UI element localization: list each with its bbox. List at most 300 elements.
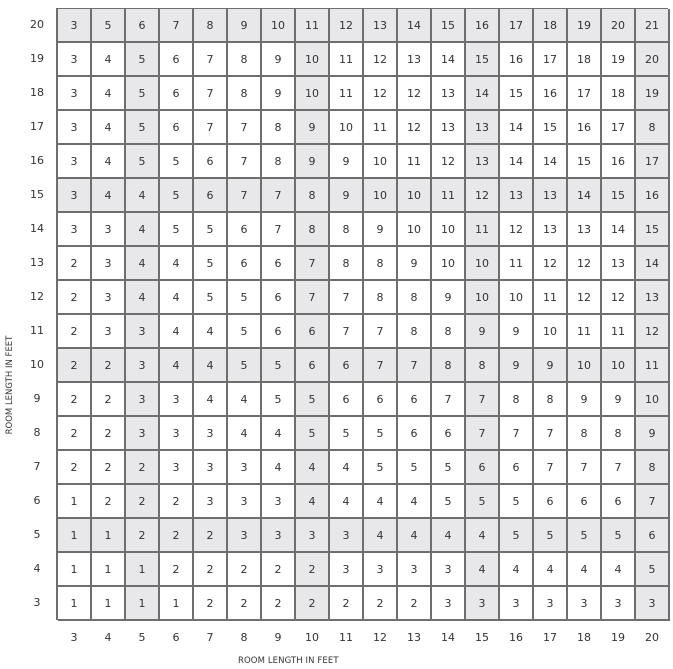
table-cell: 6 — [262, 315, 296, 349]
table-cell: 6 — [194, 145, 228, 179]
x-tick-label: 5 — [138, 631, 146, 644]
table-cell: 5 — [500, 485, 534, 519]
table-cell: 2 — [296, 587, 330, 621]
table-cell: 3 — [636, 587, 670, 621]
table-cell: 2 — [58, 281, 92, 315]
table-cell: 5 — [534, 519, 568, 553]
y-tick-label: 10 — [30, 358, 44, 371]
table-cell: 3 — [330, 553, 364, 587]
table-cell: 16 — [500, 43, 534, 77]
table-cell: 2 — [92, 417, 126, 451]
table-cell: 7 — [194, 43, 228, 77]
table-cell: 6 — [364, 383, 398, 417]
table-cell: 3 — [58, 145, 92, 179]
table-cell: 10 — [432, 213, 466, 247]
y-tick-label: 14 — [30, 222, 44, 235]
table-cell: 9 — [500, 349, 534, 383]
table-cell: 18 — [602, 77, 636, 111]
table-cell: 6 — [228, 213, 262, 247]
table-cell: 10 — [568, 349, 602, 383]
table-cell: 10 — [432, 247, 466, 281]
x-tick-label: 10 — [305, 631, 319, 644]
table-cell: 7 — [534, 417, 568, 451]
table-cell: 8 — [296, 179, 330, 213]
table-cell: 7 — [262, 179, 296, 213]
table-cell: 1 — [58, 587, 92, 621]
table-cell: 7 — [602, 451, 636, 485]
table-cell: 10 — [636, 383, 670, 417]
table-cell: 4 — [126, 281, 160, 315]
table-cell: 10 — [398, 179, 432, 213]
table-cell: 5 — [296, 383, 330, 417]
table-cell: 13 — [500, 179, 534, 213]
y-tick-label: 12 — [30, 290, 44, 303]
table-cell: 13 — [568, 213, 602, 247]
table-cell: 2 — [58, 417, 92, 451]
table-cell: 2 — [364, 587, 398, 621]
table-cell: 9 — [330, 179, 364, 213]
table-cell: 4 — [330, 451, 364, 485]
table-cell: 11 — [534, 281, 568, 315]
table-cell: 5 — [126, 43, 160, 77]
table-cell: 12 — [568, 281, 602, 315]
table-cell: 16 — [466, 9, 500, 43]
table-cell: 2 — [160, 553, 194, 587]
table-cell: 14 — [466, 77, 500, 111]
table-cell: 2 — [228, 553, 262, 587]
table-cell: 8 — [432, 349, 466, 383]
table-cell: 12 — [432, 145, 466, 179]
table-cell: 15 — [568, 145, 602, 179]
table-cell: 3 — [92, 281, 126, 315]
table-cell: 10 — [296, 43, 330, 77]
table-cell: 8 — [296, 213, 330, 247]
table-cell: 4 — [262, 451, 296, 485]
table-cell: 1 — [58, 519, 92, 553]
table-cell: 7 — [466, 417, 500, 451]
table-cell: 3 — [432, 587, 466, 621]
table-cell: 19 — [568, 9, 602, 43]
table-cell: 7 — [568, 451, 602, 485]
table-cell: 12 — [602, 281, 636, 315]
table-cell: 3 — [398, 553, 432, 587]
table-cell: 15 — [602, 179, 636, 213]
x-axis-title: ROOM LENGTH IN FEET — [238, 656, 339, 666]
table-cell: 3 — [126, 315, 160, 349]
table-cell: 2 — [58, 383, 92, 417]
table-cell: 10 — [466, 281, 500, 315]
table-cell: 2 — [160, 519, 194, 553]
table-cell: 6 — [228, 247, 262, 281]
table-cell: 3 — [262, 485, 296, 519]
table-cell: 4 — [92, 43, 126, 77]
y-axis-title: ROOM LENGTH IN FEET — [5, 335, 15, 435]
table-cell: 4 — [296, 451, 330, 485]
table-cell: 10 — [500, 281, 534, 315]
table-cell: 11 — [568, 315, 602, 349]
table-cell: 6 — [160, 111, 194, 145]
table-cell: 9 — [228, 9, 262, 43]
table-cell: 4 — [228, 417, 262, 451]
table-cell: 4 — [534, 553, 568, 587]
x-tick-label: 4 — [104, 631, 112, 644]
table-cell: 2 — [160, 485, 194, 519]
table-cell: 7 — [296, 281, 330, 315]
table-cell: 13 — [466, 111, 500, 145]
table-cell: 3 — [330, 519, 364, 553]
table-cell: 17 — [636, 145, 670, 179]
table-cell: 6 — [602, 485, 636, 519]
table-cell: 10 — [398, 213, 432, 247]
table-cell: 4 — [160, 349, 194, 383]
table-cell: 9 — [262, 77, 296, 111]
table-cell: 8 — [398, 315, 432, 349]
table-cell: 5 — [568, 519, 602, 553]
table-cell: 6 — [636, 519, 670, 553]
table-cell: 12 — [636, 315, 670, 349]
table-cell: 3 — [194, 417, 228, 451]
table-cell: 8 — [602, 417, 636, 451]
table-cell: 11 — [432, 179, 466, 213]
table-cell: 9 — [466, 315, 500, 349]
y-tick-label: 8 — [33, 426, 41, 439]
table-cell: 2 — [194, 519, 228, 553]
table-cell: 4 — [330, 485, 364, 519]
table-cell: 16 — [534, 77, 568, 111]
table-cell: 3 — [534, 587, 568, 621]
table-cell: 16 — [602, 145, 636, 179]
x-tick-label: 16 — [509, 631, 523, 644]
table-cell: 4 — [160, 247, 194, 281]
table-cell: 11 — [330, 43, 364, 77]
table-cell: 5 — [126, 145, 160, 179]
table-cell: 9 — [534, 349, 568, 383]
table-cell: 13 — [364, 9, 398, 43]
table-cell: 14 — [568, 179, 602, 213]
table-cell: 5 — [228, 315, 262, 349]
table-cell: 4 — [364, 519, 398, 553]
table-cell: 2 — [92, 485, 126, 519]
y-tick-label: 13 — [30, 256, 44, 269]
table-cell: 13 — [432, 77, 466, 111]
table-cell: 6 — [160, 77, 194, 111]
table-cell: 4 — [602, 553, 636, 587]
table-cell: 5 — [602, 519, 636, 553]
table-cell: 3 — [296, 519, 330, 553]
table-cell: 21 — [636, 9, 670, 43]
table-cell: 6 — [432, 417, 466, 451]
table-cell: 6 — [568, 485, 602, 519]
table-cell: 3 — [58, 43, 92, 77]
table-cell: 12 — [568, 247, 602, 281]
table-cell: 12 — [364, 77, 398, 111]
table-cell: 12 — [398, 111, 432, 145]
table-cell: 5 — [194, 213, 228, 247]
table-cell: 19 — [602, 43, 636, 77]
x-tick-label: 18 — [577, 631, 591, 644]
table-cell: 11 — [466, 213, 500, 247]
table-cell: 6 — [398, 383, 432, 417]
table-cell: 6 — [296, 315, 330, 349]
table-cell: 5 — [296, 417, 330, 451]
table-cell: 2 — [194, 553, 228, 587]
x-tick-label: 17 — [543, 631, 557, 644]
table-cell: 2 — [262, 587, 296, 621]
table-cell: 3 — [228, 451, 262, 485]
table-cell: 10 — [262, 9, 296, 43]
table-cell: 3 — [126, 349, 160, 383]
table-cell: 3 — [568, 587, 602, 621]
table-cell: 4 — [194, 383, 228, 417]
table-cell: 17 — [534, 43, 568, 77]
table-cell: 3 — [58, 213, 92, 247]
table-cell: 19 — [636, 77, 670, 111]
table-cell: 2 — [58, 247, 92, 281]
table-cell: 11 — [296, 9, 330, 43]
y-tick-label: 5 — [33, 528, 41, 541]
table-cell: 11 — [602, 315, 636, 349]
table-cell: 13 — [466, 145, 500, 179]
table-cell: 7 — [228, 179, 262, 213]
table-cell: 6 — [330, 349, 364, 383]
table-cell: 3 — [194, 485, 228, 519]
table-cell: 8 — [466, 349, 500, 383]
table-cell: 8 — [398, 281, 432, 315]
table-cell: 13 — [602, 247, 636, 281]
table-cell: 4 — [398, 485, 432, 519]
table-cell: 7 — [466, 383, 500, 417]
table-cell: 7 — [534, 451, 568, 485]
table-cell: 4 — [568, 553, 602, 587]
table-cell: 4 — [262, 417, 296, 451]
table-cell: 5 — [126, 77, 160, 111]
table-cell: 2 — [126, 519, 160, 553]
table-cell: 1 — [126, 553, 160, 587]
table-cell: 3 — [160, 451, 194, 485]
table-cell: 7 — [636, 485, 670, 519]
value-grid — [56, 8, 668, 620]
table-cell: 7 — [364, 349, 398, 383]
table-cell: 4 — [92, 111, 126, 145]
table-cell: 5 — [466, 485, 500, 519]
table-cell: 9 — [296, 111, 330, 145]
table-cell: 11 — [330, 77, 364, 111]
table-cell: 4 — [296, 485, 330, 519]
table-cell: 7 — [194, 111, 228, 145]
table-cell: 2 — [330, 587, 364, 621]
table-cell: 4 — [466, 553, 500, 587]
table-cell: 7 — [194, 77, 228, 111]
table-cell: 4 — [194, 315, 228, 349]
table-cell: 5 — [262, 349, 296, 383]
table-cell: 6 — [330, 383, 364, 417]
table-cell: 4 — [126, 247, 160, 281]
x-tick-label: 8 — [240, 631, 248, 644]
table-cell: 3 — [126, 383, 160, 417]
y-tick-label: 4 — [33, 562, 41, 575]
table-cell: 2 — [262, 553, 296, 587]
table-cell: 3 — [466, 587, 500, 621]
table-cell: 13 — [432, 111, 466, 145]
table-cell: 14 — [500, 111, 534, 145]
table-cell: 6 — [398, 417, 432, 451]
table-cell: 14 — [534, 145, 568, 179]
table-cell: 2 — [92, 383, 126, 417]
table-cell: 5 — [636, 553, 670, 587]
table-cell: 12 — [330, 9, 364, 43]
table-cell: 13 — [534, 213, 568, 247]
table-cell: 10 — [466, 247, 500, 281]
table-cell: 9 — [330, 145, 364, 179]
table-cell: 15 — [466, 43, 500, 77]
table-cell: 3 — [500, 587, 534, 621]
table-cell: 10 — [534, 315, 568, 349]
table-cell: 5 — [398, 451, 432, 485]
table-cell: 7 — [398, 349, 432, 383]
table-cell: 1 — [92, 587, 126, 621]
table-cell: 4 — [500, 553, 534, 587]
table-cell: 8 — [432, 315, 466, 349]
table-cell: 10 — [330, 111, 364, 145]
table-cell: 3 — [432, 553, 466, 587]
x-tick-label: 20 — [645, 631, 659, 644]
table-cell: 9 — [262, 43, 296, 77]
table-cell: 16 — [636, 179, 670, 213]
y-tick-label: 20 — [30, 18, 44, 31]
table-cell: 17 — [500, 9, 534, 43]
table-cell: 3 — [602, 587, 636, 621]
table-cell: 5 — [194, 247, 228, 281]
table-cell: 5 — [432, 485, 466, 519]
table-cell: 2 — [398, 587, 432, 621]
x-tick-label: 3 — [70, 631, 78, 644]
table-cell: 14 — [500, 145, 534, 179]
table-cell: 4 — [92, 145, 126, 179]
table-cell: 2 — [126, 451, 160, 485]
table-cell: 6 — [262, 247, 296, 281]
table-cell: 11 — [636, 349, 670, 383]
table-cell: 14 — [432, 43, 466, 77]
table-cell: 3 — [126, 417, 160, 451]
table-cell: 4 — [160, 281, 194, 315]
table-cell: 7 — [330, 281, 364, 315]
y-tick-label: 11 — [30, 324, 44, 337]
table-cell: 10 — [602, 349, 636, 383]
x-tick-label: 14 — [441, 631, 455, 644]
y-tick-label: 15 — [30, 188, 44, 201]
table-cell: 10 — [296, 77, 330, 111]
table-cell: 3 — [58, 111, 92, 145]
table-cell: 6 — [262, 281, 296, 315]
table-cell: 13 — [636, 281, 670, 315]
table-cell: 8 — [262, 145, 296, 179]
x-tick-label: 7 — [206, 631, 214, 644]
table-cell: 1 — [58, 485, 92, 519]
table-cell: 5 — [228, 281, 262, 315]
table-cell: 9 — [364, 213, 398, 247]
table-cell: 5 — [126, 111, 160, 145]
x-tick-label: 9 — [274, 631, 282, 644]
table-cell: 6 — [194, 179, 228, 213]
table-cell: 1 — [126, 587, 160, 621]
table-cell: 12 — [500, 213, 534, 247]
table-cell: 3 — [228, 485, 262, 519]
table-cell: 4 — [160, 315, 194, 349]
table-cell: 1 — [92, 553, 126, 587]
table-cell: 15 — [636, 213, 670, 247]
table-cell: 8 — [228, 77, 262, 111]
table-cell: 9 — [636, 417, 670, 451]
table-cell: 7 — [296, 247, 330, 281]
y-tick-label: 9 — [33, 392, 41, 405]
table-cell: 4 — [92, 77, 126, 111]
table-cell: 3 — [92, 213, 126, 247]
table-cell: 7 — [228, 111, 262, 145]
table-cell: 5 — [330, 417, 364, 451]
table-cell: 11 — [398, 145, 432, 179]
table-cell: 4 — [194, 349, 228, 383]
table-cell: 8 — [636, 111, 670, 145]
table-cell: 9 — [500, 315, 534, 349]
table-cell: 12 — [466, 179, 500, 213]
table-cell: 7 — [500, 417, 534, 451]
table-cell: 3 — [92, 247, 126, 281]
table-cell: 8 — [364, 281, 398, 315]
x-tick-label: 15 — [475, 631, 489, 644]
table-cell: 11 — [364, 111, 398, 145]
table-cell: 3 — [228, 519, 262, 553]
table-cell: 4 — [228, 383, 262, 417]
table-cell: 5 — [432, 451, 466, 485]
table-cell: 10 — [364, 179, 398, 213]
table-cell: 12 — [534, 247, 568, 281]
table-cell: 2 — [58, 349, 92, 383]
table-cell: 4 — [364, 485, 398, 519]
table-cell: 2 — [58, 315, 92, 349]
table-cell: 7 — [228, 145, 262, 179]
y-tick-label: 19 — [30, 52, 44, 65]
table-cell: 2 — [92, 451, 126, 485]
table-cell: 18 — [568, 43, 602, 77]
table-cell: 6 — [160, 43, 194, 77]
table-cell: 5 — [160, 179, 194, 213]
table-cell: 2 — [296, 553, 330, 587]
table-cell: 4 — [432, 519, 466, 553]
table-cell: 7 — [262, 213, 296, 247]
table-cell: 17 — [568, 77, 602, 111]
table-cell: 6 — [500, 451, 534, 485]
table-cell: 1 — [160, 587, 194, 621]
table-cell: 13 — [398, 43, 432, 77]
table-cell: 2 — [228, 587, 262, 621]
table-cell: 8 — [228, 43, 262, 77]
table-cell: 10 — [364, 145, 398, 179]
table-cell: 18 — [534, 9, 568, 43]
table-cell: 2 — [194, 587, 228, 621]
table-cell: 9 — [568, 383, 602, 417]
table-cell: 4 — [92, 179, 126, 213]
y-tick-label: 6 — [33, 494, 41, 507]
table-cell: 5 — [228, 349, 262, 383]
y-tick-label: 3 — [33, 596, 41, 609]
table-cell: 3 — [58, 9, 92, 43]
table-cell: 6 — [126, 9, 160, 43]
table-cell: 4 — [466, 519, 500, 553]
x-tick-label: 12 — [373, 631, 387, 644]
table-cell: 15 — [500, 77, 534, 111]
x-tick-label: 19 — [611, 631, 625, 644]
table-cell: 15 — [432, 9, 466, 43]
